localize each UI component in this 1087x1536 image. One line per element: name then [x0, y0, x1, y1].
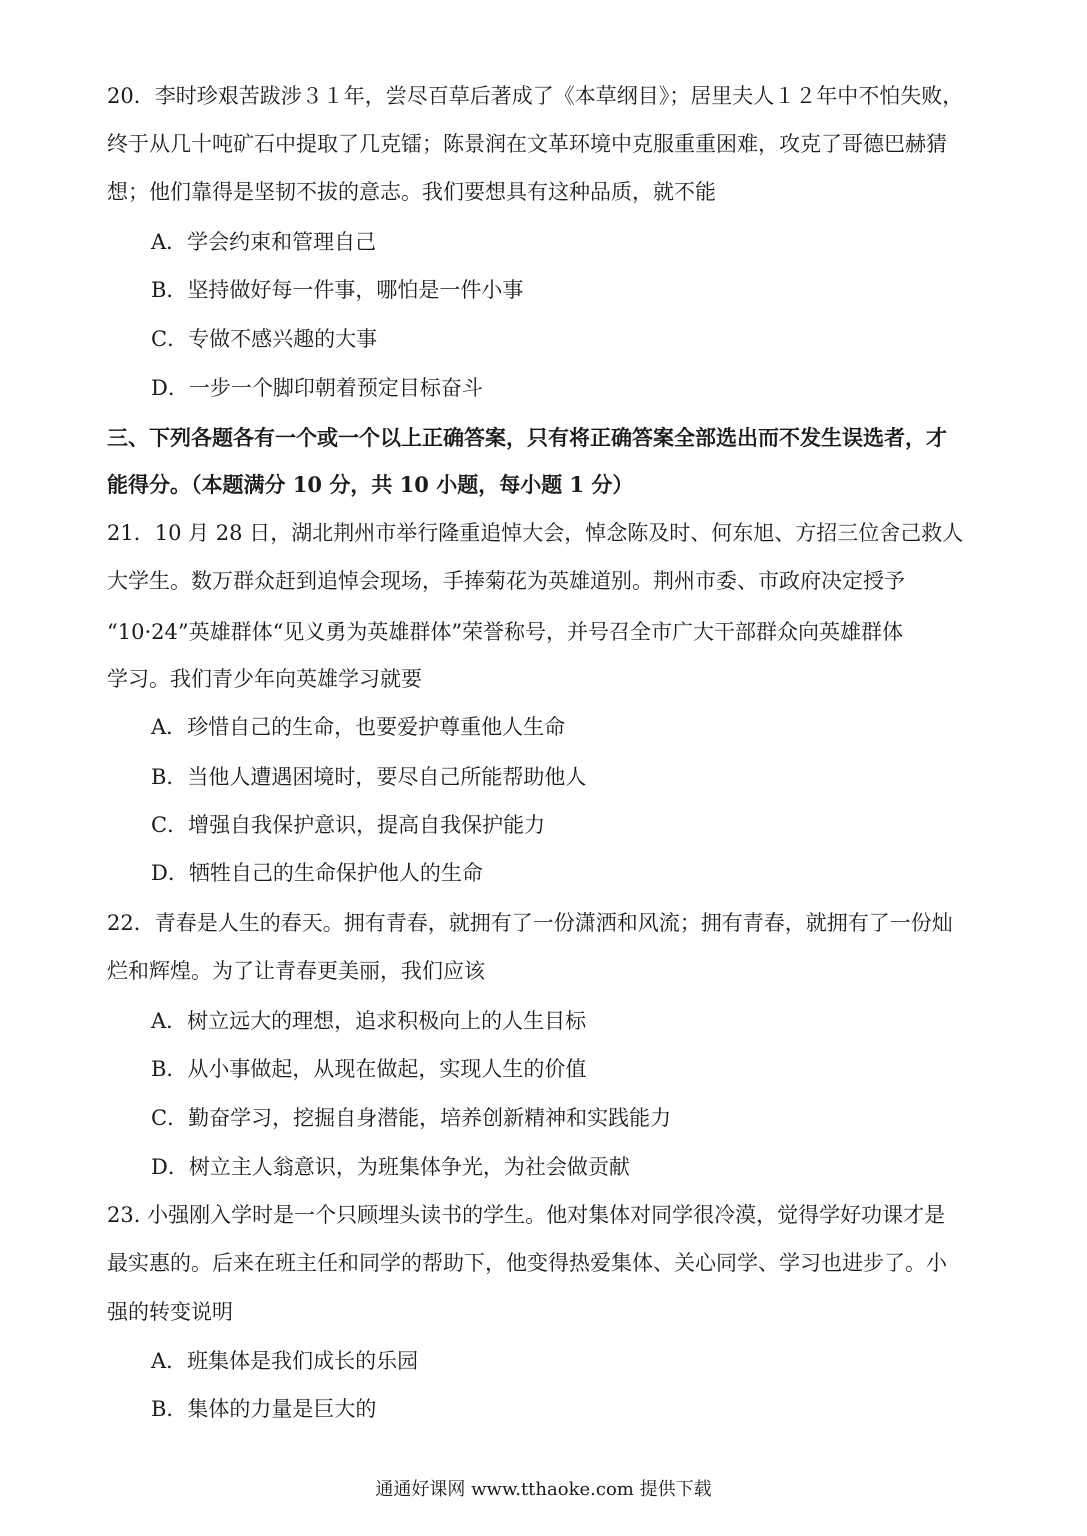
q23-option-b: B．集体的力量是巨大的	[151, 1397, 377, 1421]
q20-stem-line-3: 想；他们靠得是坚韧不拔的意志。我们要想具有这种品质，就不能	[107, 180, 716, 204]
q20-option-b: B．坚持做好每一件事，哪怕是一件小事	[151, 278, 524, 302]
q21-option-b: B．当他人遭遇困境时，要尽自己所能帮助他人	[151, 765, 587, 789]
q20-stem-line-2: 终于从几十吨矿石中提取了几克镭；陈景润在文革环境中克服重重困难，攻克了哥德巴赫猜	[107, 132, 947, 156]
q20-option-a: A．学会约束和管理自己	[151, 230, 377, 254]
q21-option-d: D．牺牲自己的生命保护他人的生命	[151, 861, 483, 885]
q20-option-c: C．专做不感兴趣的大事	[151, 327, 378, 351]
q22-option-b: B．从小事做起，从现在做起，实现人生的价值	[151, 1057, 587, 1081]
section3-heading-line-1: 三、下列各题各有一个或一个以上正确答案，只有将正确答案全部选出而不发生误选者，才	[107, 425, 947, 450]
q21-option-a: A．珍惜自己的生命，也要爱护尊重他人生命	[151, 715, 566, 739]
q22-stem-line-1: 22．青春是人生的春天。拥有青春，就拥有了一份潇洒和风流；拥有青春，就拥有了一份灿	[107, 911, 953, 935]
q22-option-c: C．勤奋学习，挖掘自身潜能，培养创新精神和实践能力	[151, 1106, 672, 1130]
q22-stem-line-2: 烂和辉煌。为了让青春更美丽，我们应该	[107, 959, 485, 983]
q20-option-d: D．一步一个脚印朝着预定目标奋斗	[151, 376, 483, 400]
q22-option-d: D．树立主人翁意识，为班集体争光，为社会做贡献	[151, 1155, 630, 1179]
q22-option-a: A．树立远大的理想，追求积极向上的人生目标	[151, 1009, 587, 1033]
q21-option-c: C．增强自我保护意识，提高自我保护能力	[151, 813, 546, 837]
q23-stem-line-2: 最实惠的。后来在班主任和同学的帮助下，他变得热爱集体、关心同学、学习也进步了。小	[107, 1251, 947, 1275]
q20-stem-line-1: 20．李时珍艰苦跋涉３１年，尝尽百草后著成了《本草纲目》；居里夫人１２年中不怕失败，	[107, 84, 964, 108]
q23-stem-line-3: 强的转变说明	[107, 1300, 233, 1324]
q23-option-a: A．班集体是我们成长的乐园	[151, 1349, 419, 1373]
q21-stem-line-1: 21．10 月 28 日，湖北荆州市举行隆重追悼大会，悼念陈及时、何东旭、方招三位舍己救人	[107, 521, 964, 545]
q23-stem-line-1: 23. 小强刚入学时是一个只顾埋头读书的学生。他对集体对同学很冷漠，觉得学好功课才是	[107, 1203, 946, 1227]
q21-stem-line-3: “10·24”英雄群体“见义勇为英雄群体”荣誉称号，并号召全市广大干部群众向英雄群体	[107, 620, 904, 644]
q21-stem-line-4: 学习。我们青少年向英雄学习就要	[107, 667, 422, 691]
section3-heading-line-2: 能得分。（本题满分 10 分，共 10 小题，每小题 1 分）	[107, 472, 634, 497]
page-footer: 通通好课网 www.tthaoke.com 提供下载	[375, 1479, 712, 1500]
q21-stem-line-2: 大学生。数万群众赶到追悼会现场，手捧菊花为英雄道别。荆州市委、市政府决定授予	[107, 569, 905, 593]
